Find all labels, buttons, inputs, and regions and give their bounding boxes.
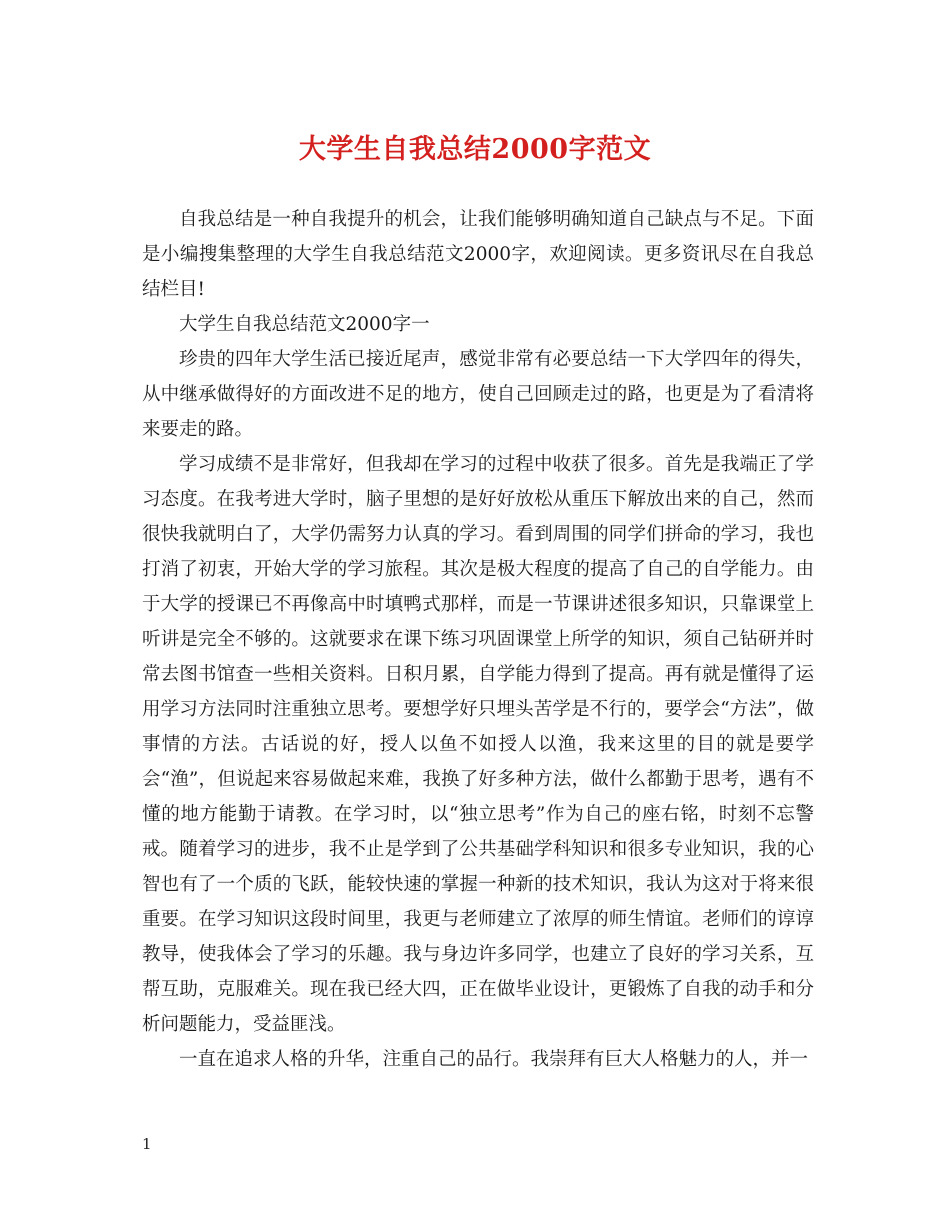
document-body bbox=[142, 202, 814, 1077]
page-number: 1 bbox=[142, 1135, 152, 1153]
body-paragraph: 一直在追求人格的升华，注重自己的品行。我崇拜有巨大人格魅力的人，并一 bbox=[179, 1049, 809, 1070]
body-paragraph: 学习成绩不是非常好，但我却在学习的过程中收获了很多。首先是我端正了学习态度。在我考进大学时，脑子里想的是好好放松从重压下解放出来的自己，然而很快我就明白了，大学仍需努力认真的学习。看到周围的同学们拼命的学习，我也打消了初衷，开始大学的学习旅程。其次是极大程度的提高了自己的自学能力。由于大学的授课已不再像高中时填鸭式那样，而是一节课讲述很多知识，只靠课堂上听讲是完全不够的。这就要求在课下练习巩固课堂上所学的知识，须自己钻研并时常去图书馆查一些相关资料。日积月累，自学能力得到了提高。再有就是懂得了运用学习方法同时注重独立思考。要想学好只埋头苦学是不行的，要学会“方法”，做事情的方法。古话说的好，授人以鱼不如授人以渔，我来这里的目的就是要学会“渔”，但说起来容易做起来难，我换了好多种方法，做什么都勤于思考，遇有不懂的地方能勤于请教。在学习时，以“独立思考”作为自己的座右铭，时刻不忘警戒。随着学习的进步，我不止是学到了公共基础学科知识和很多专业知识，我的心智也有了一个质的飞跃，能较快速的掌握一种新的技术知识，我认为这对于将来很重要。在学习知识这段时间里，我更与老师建立了浓厚的师生情谊。老师们的谆谆教导，使我体会了学习的乐趣。我与身边许多同学，也建立了良好的学习关系，互帮互助，克服难关。现在我已经大四，正在做毕业设计，更锻炼了自我的动手和分析问题能力，受益匪浅。 bbox=[142, 454, 814, 1035]
section-heading: 大学生自我总结范文2000字一 bbox=[179, 314, 430, 335]
document-title: 大学生自我总结2000字范文 bbox=[298, 134, 652, 165]
intro-paragraph: 自我总结是一种自我提升的机会，让我们能够明确知道自己缺点与不足。下面是小编搜集整理的大学生自我总结范文2000字，欢迎阅读。更多资讯尽在自我总结栏目! bbox=[142, 209, 814, 300]
body-paragraph: 珍贵的四年大学生活已接近尾声，感觉非常有必要总结一下大学四年的得失，从中继承做得好的方面改进不足的地方，使自己回顾走过的路，也更是为了看清将来要走的路。 bbox=[142, 349, 814, 440]
